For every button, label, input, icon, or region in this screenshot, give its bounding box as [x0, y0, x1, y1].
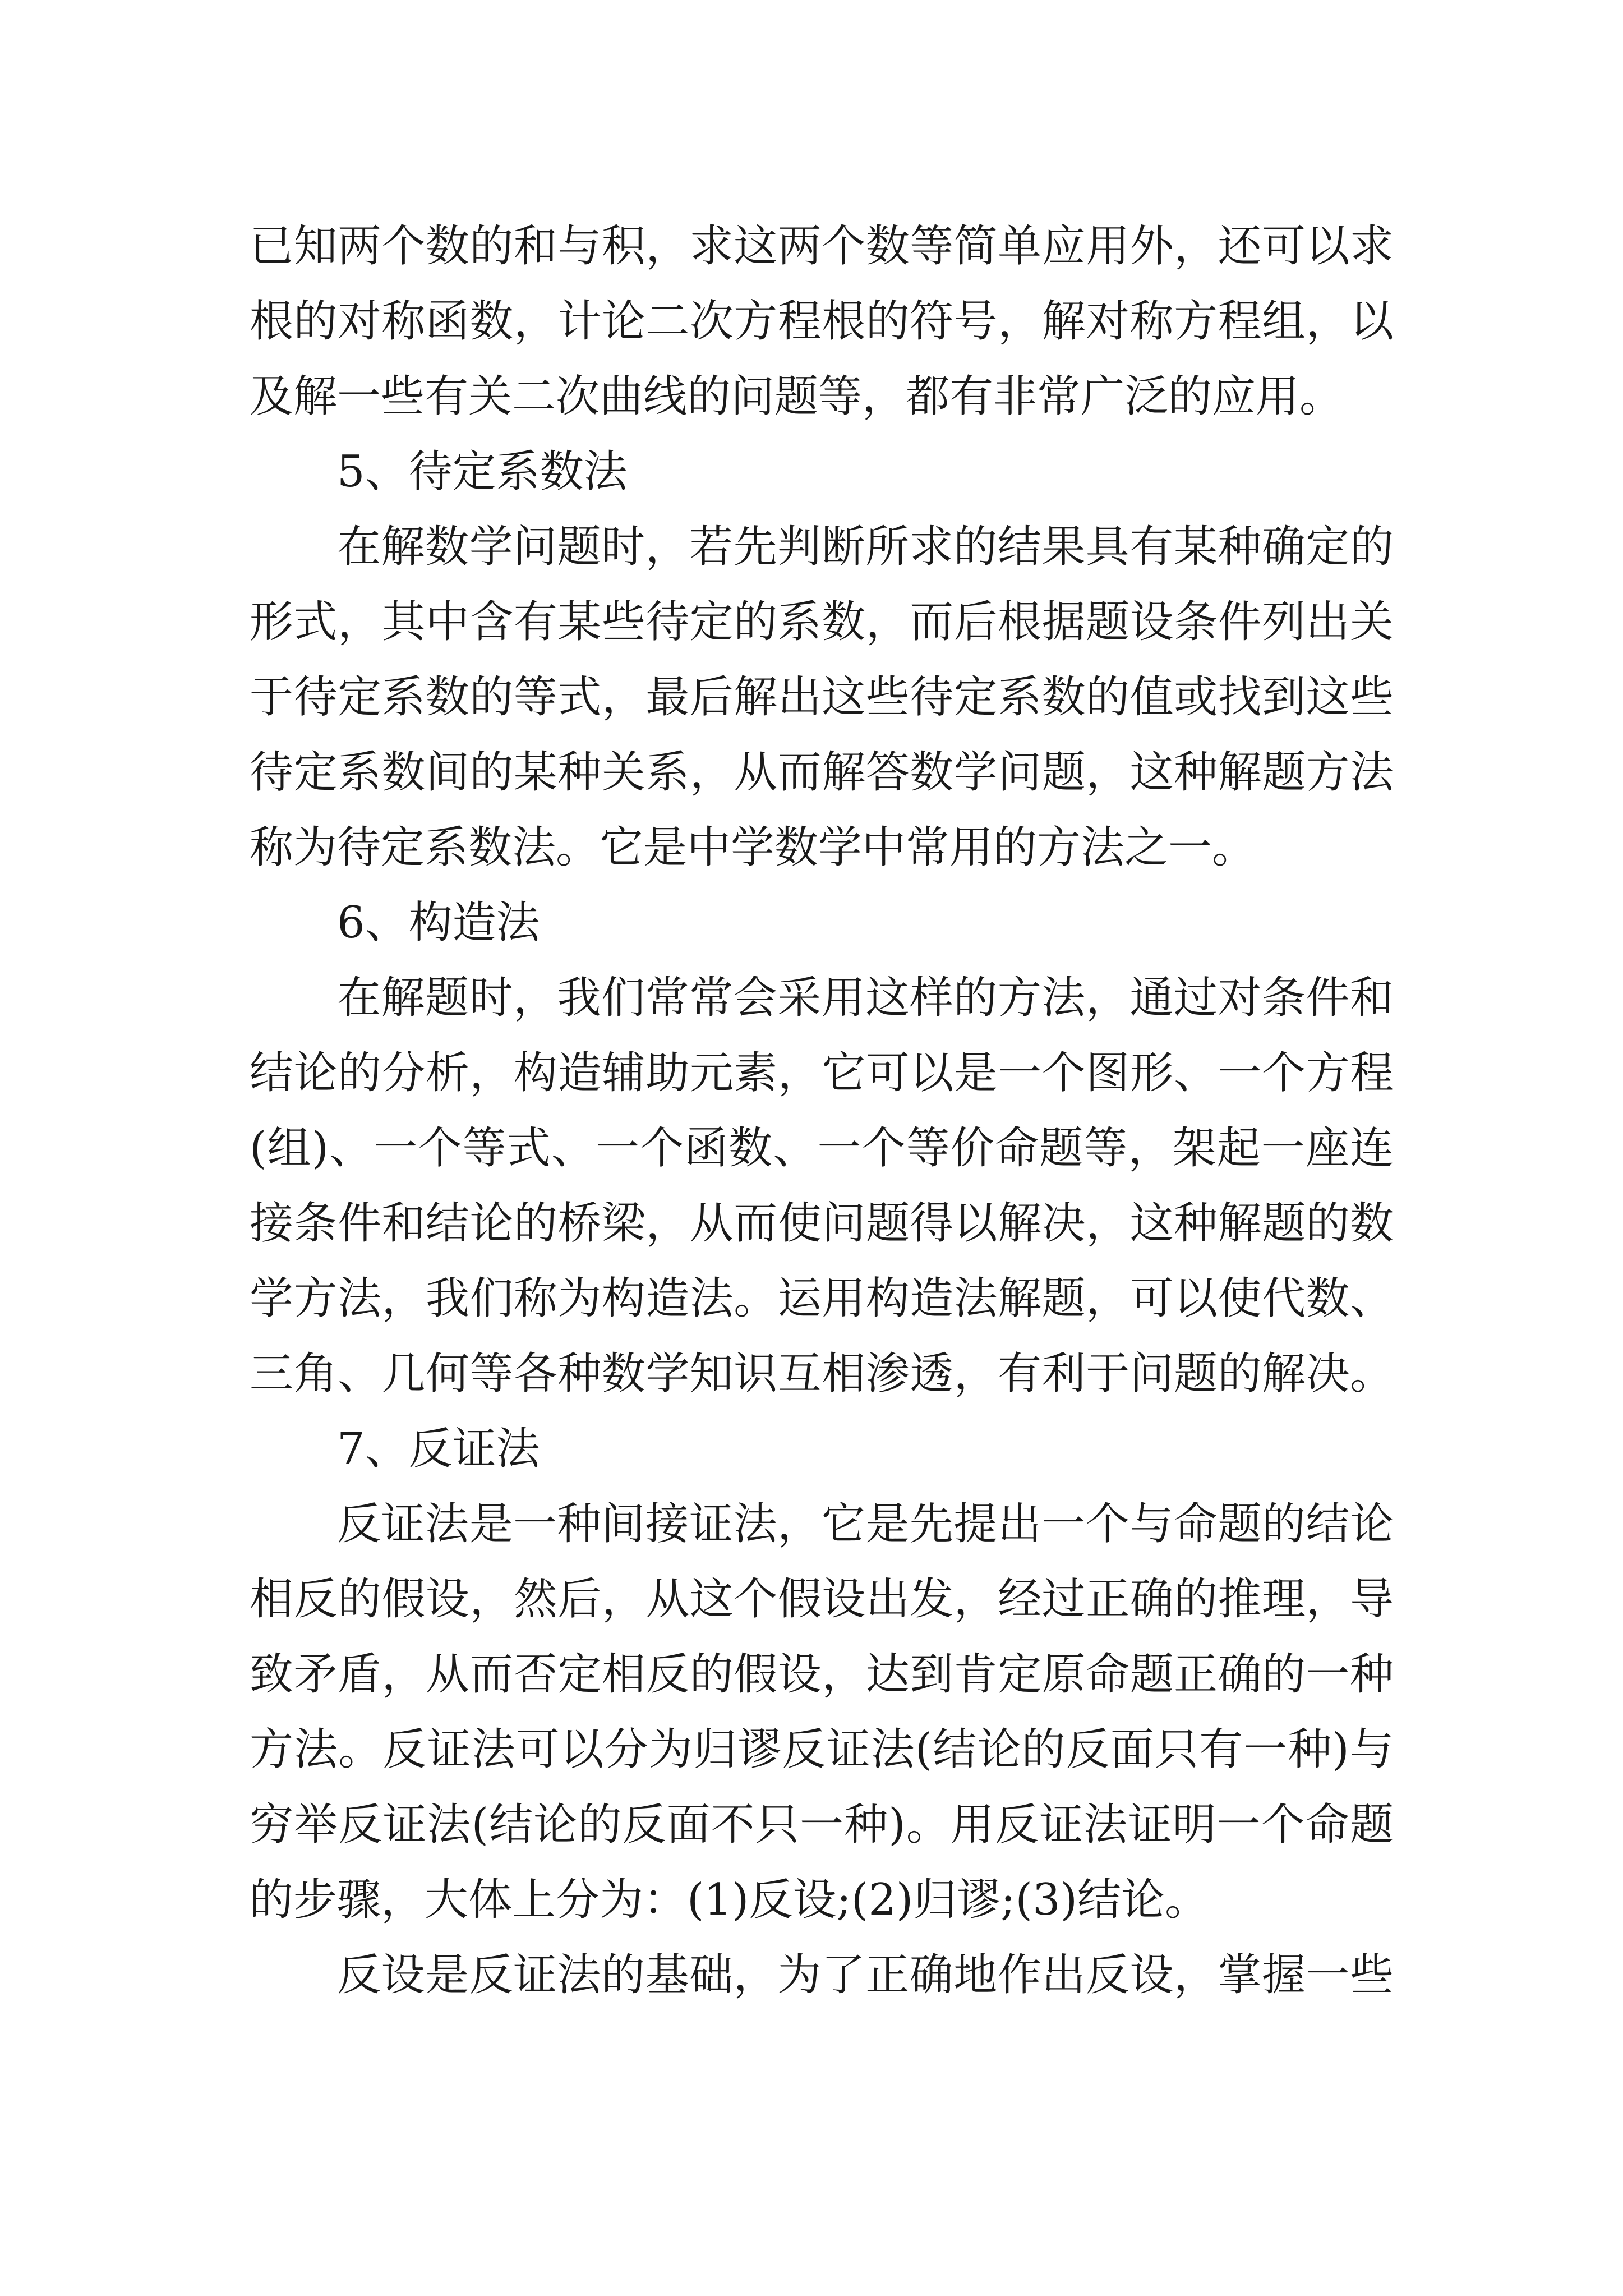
- text-line: 在解题时，我们常常会采用这样的方法，通过对条件和: [337, 973, 1394, 1023]
- text-line: (组)、一个等式、一个函数、一个等价命题等，架起一座连: [250, 1123, 1394, 1174]
- text-line: 反证法是一种间接证法，它是先提出一个与命题的结论: [337, 1499, 1394, 1549]
- text-line: 反设是反证法的基础，为了正确地作出反设，掌握一些: [337, 1950, 1394, 2000]
- section-heading: 5、待定系数法: [337, 447, 628, 497]
- text-line: 三角、几何等各种数学知识互相渗透，有利于问题的解决。: [250, 1349, 1394, 1399]
- text-line: 的步骤，大体上分为：(1)反设;(2)归谬;(3)结论。: [250, 1875, 1209, 1925]
- text-line: 结论的分析，构造辅助元素，它可以是一个图形、一个方程: [250, 1048, 1394, 1098]
- text-line: 相反的假设，然后，从这个假设出发，经过正确的推理，导: [250, 1574, 1394, 1625]
- text-line: 已知两个数的和与积，求这两个数等简单应用外，还可以求: [250, 221, 1394, 272]
- text-line: 穷举反证法(结论的反面不只一种)。用反证法证明一个命题: [250, 1800, 1394, 1850]
- text-line: 待定系数间的某种关系，从而解答数学问题，这种解题方法: [250, 747, 1394, 798]
- text-line: 方法。反证法可以分为归谬反证法(结论的反面只有一种)与: [250, 1724, 1394, 1775]
- text-line: 根的对称函数，计论二次方程根的符号，解对称方程组，以: [250, 296, 1394, 347]
- text-line: 形式，其中含有某些待定的系数，而后根据题设条件列出关: [250, 597, 1394, 647]
- section-heading: 7、反证法: [337, 1424, 540, 1474]
- text-line: 称为待定系数法。它是中学数学中常用的方法之一。: [250, 822, 1256, 873]
- text-line: 于待定系数的等式，最后解出这些待定系数的值或找到这些: [250, 672, 1394, 723]
- text-line: 接条件和结论的桥梁，从而使问题得以解决，这种解题的数: [250, 1198, 1394, 1249]
- text-line: 在解数学问题时，若先判断所求的结果具有某种确定的: [337, 522, 1394, 572]
- section-heading: 6、构造法: [337, 898, 540, 948]
- document-body: [250, 209, 1394, 2013]
- text-line: 学方法，我们称为构造法。运用构造法解题，可以使代数、: [250, 1273, 1394, 1324]
- text-line: 及解一些有关二次曲线的问题等，都有非常广泛的应用。: [250, 371, 1344, 422]
- text-line: 致矛盾，从而否定相反的假设，达到肯定原命题正确的一种: [250, 1649, 1394, 1700]
